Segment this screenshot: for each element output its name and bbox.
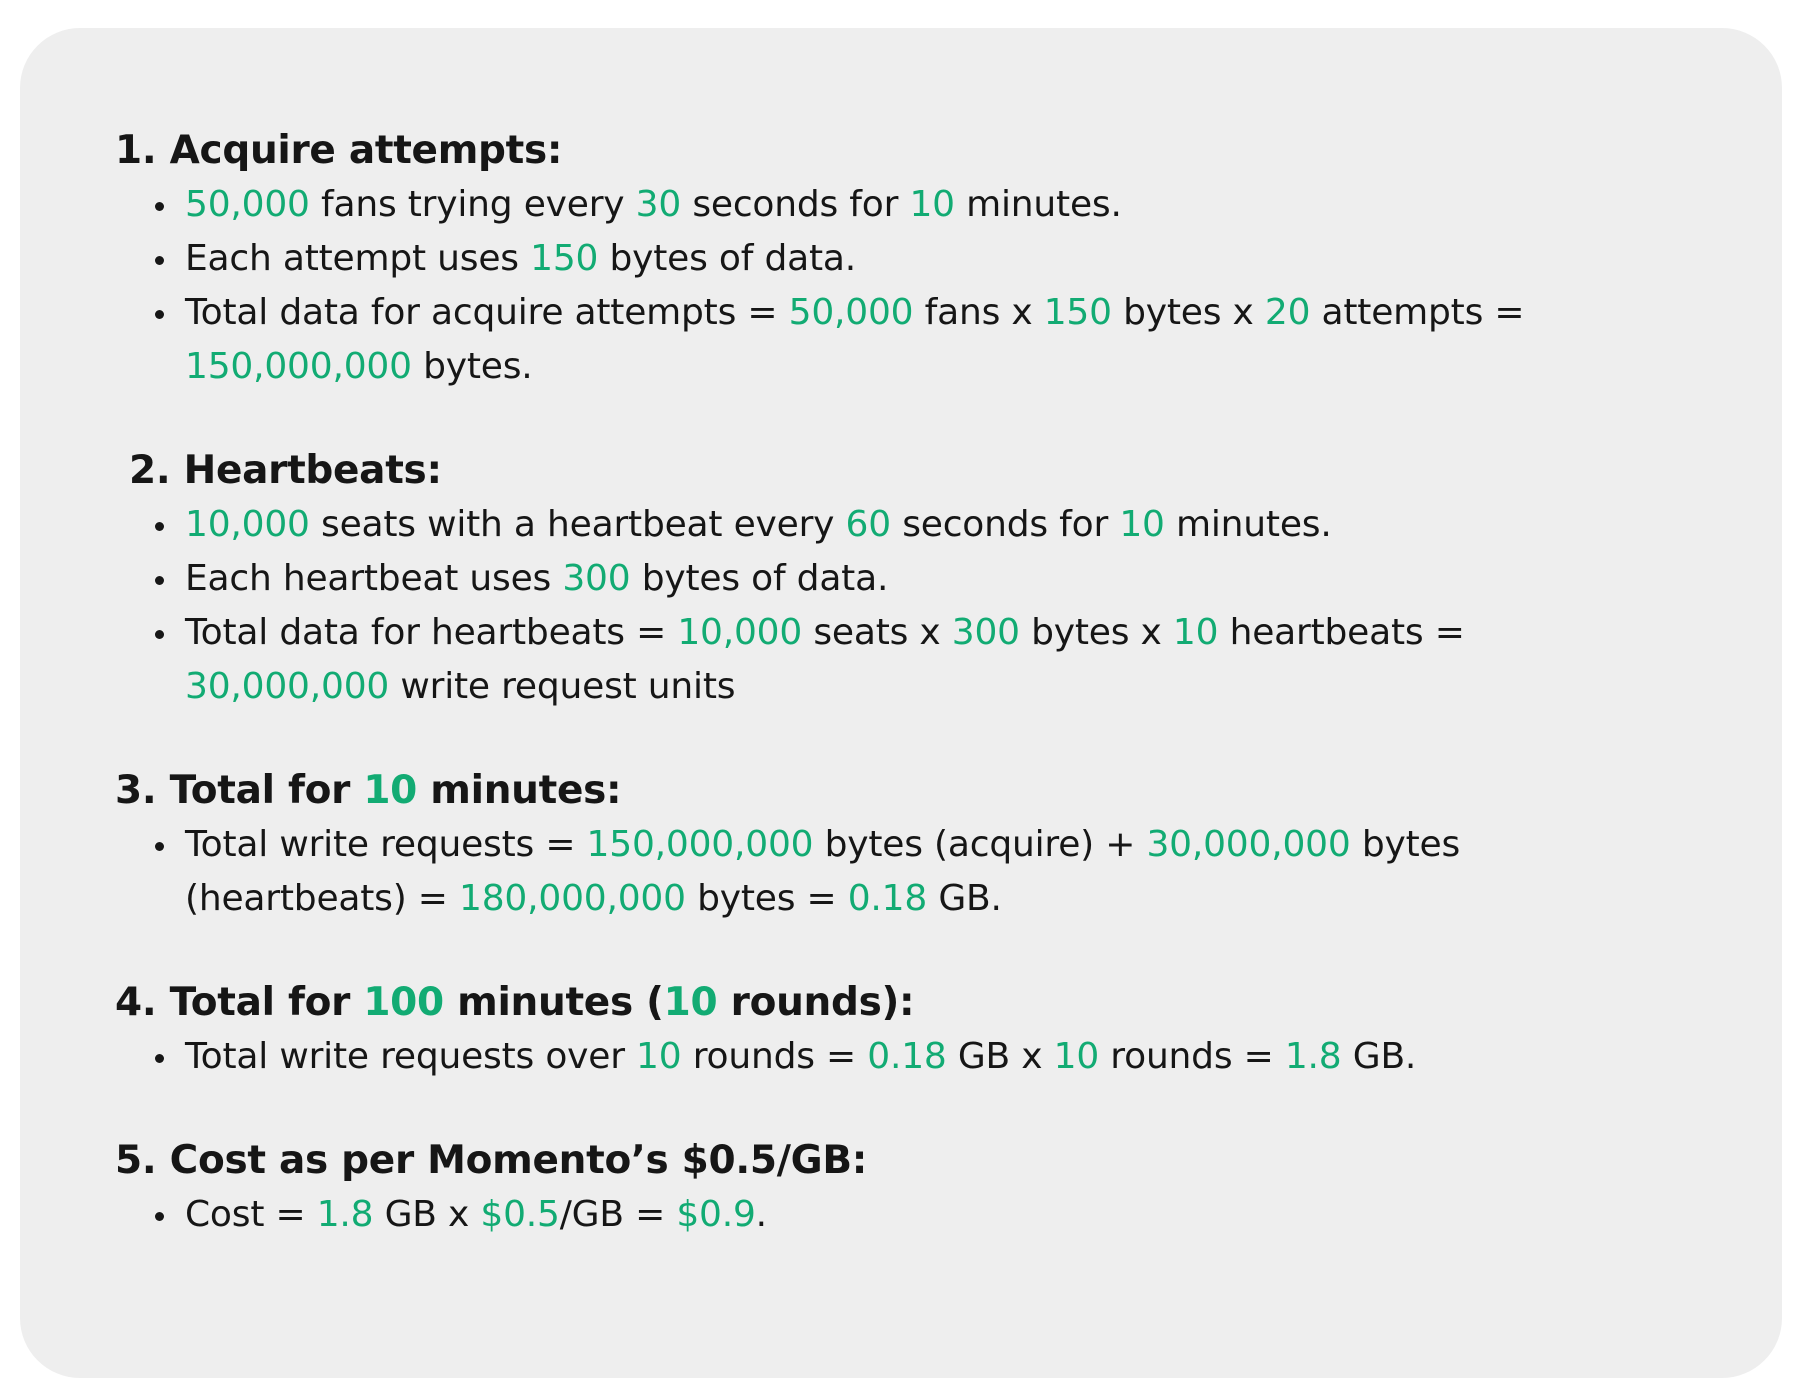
- bullet-item: [185, 232, 1645, 286]
- section-heading: [115, 1134, 1645, 1188]
- bullet-list: [115, 1030, 1645, 1084]
- bullet-text: attempts =: [1310, 292, 1525, 333]
- calculation-card: [20, 28, 1782, 1378]
- highlighted-value: 10: [1119, 504, 1165, 545]
- highlighted-value: 150,000,000: [185, 346, 412, 387]
- highlighted-value: 1.8: [316, 1194, 374, 1235]
- highlighted-value: 20: [1264, 292, 1311, 333]
- bullet-text: fans x: [913, 292, 1044, 333]
- bullet-text: seconds for: [890, 504, 1120, 545]
- section-1: [115, 124, 1645, 394]
- highlighted-value: 10,000: [677, 612, 803, 653]
- highlighted-value: 300: [562, 558, 631, 599]
- bullet-text: minutes.: [954, 184, 1122, 225]
- bullet-text: heartbeats =: [1218, 612, 1465, 653]
- bullet-text: fans trying every: [309, 184, 636, 225]
- bullet-text: Each attempt uses: [185, 238, 531, 279]
- bullet-text: Each heartbeat uses: [185, 558, 563, 599]
- highlighted-value: 30,000,000: [1146, 824, 1351, 865]
- bullet-list: [115, 178, 1645, 394]
- highlighted-value: 10: [363, 768, 418, 813]
- bullet-list: [115, 498, 1645, 714]
- highlighted-value: 10,000: [185, 504, 310, 545]
- bullet-text: Cost =: [185, 1194, 317, 1235]
- heading-text: 2. Heartbeats:: [129, 448, 442, 493]
- heading-text: 3. Total for: [115, 768, 364, 813]
- highlighted-value: 100: [363, 980, 444, 1025]
- highlighted-value: 1.8: [1284, 1036, 1342, 1077]
- section-3: [115, 764, 1645, 926]
- heading-text: minutes:: [417, 768, 622, 813]
- bullet-text: seats with a heartbeat every: [309, 504, 846, 545]
- bullet-text: bytes x: [1111, 292, 1265, 333]
- bullet-item: [185, 606, 1645, 714]
- bullet-text: GB.: [927, 878, 1002, 919]
- heading-text: 5. Cost as per Momento’s $0.5/GB:: [115, 1138, 868, 1183]
- highlighted-value: 0.18: [867, 1036, 947, 1077]
- section-heading: [115, 124, 1645, 178]
- highlighted-value: $0.5: [480, 1194, 560, 1235]
- highlighted-value: 60: [845, 504, 891, 545]
- bullet-list: [115, 818, 1645, 926]
- bullet-text: rounds =: [1099, 1036, 1285, 1077]
- section-2: [115, 444, 1645, 714]
- bullet-item: [185, 1030, 1645, 1084]
- bullet-text: GB.: [1341, 1036, 1417, 1077]
- highlighted-value: 10: [663, 980, 718, 1025]
- section-heading: [115, 764, 1645, 818]
- bullet-text: write request units: [389, 666, 736, 707]
- section-heading: [115, 976, 1645, 1030]
- bullet-text: bytes =: [685, 878, 848, 919]
- highlighted-value: 30: [635, 184, 682, 225]
- section-5: [115, 1134, 1645, 1242]
- heading-text: rounds):: [717, 980, 915, 1025]
- highlighted-value: 0.18: [847, 878, 928, 919]
- bullet-item: [185, 498, 1645, 552]
- highlighted-value: 300: [951, 612, 1020, 653]
- bullet-text: .: [755, 1194, 767, 1235]
- bullet-text: seconds for: [681, 184, 910, 225]
- bullet-text: bytes (acquire) +: [813, 824, 1147, 865]
- bullet-text: GB x: [373, 1194, 481, 1235]
- bullet-text: GB x: [946, 1036, 1054, 1077]
- bullet-text: bytes of data.: [598, 238, 856, 279]
- section-4: [115, 976, 1645, 1084]
- highlighted-value: 150: [530, 238, 599, 279]
- bullet-list: [115, 1188, 1645, 1242]
- bullet-item: [185, 286, 1645, 394]
- highlighted-value: 50,000: [185, 184, 310, 225]
- bullet-text: Total write requests =: [185, 824, 587, 865]
- heading-text: minutes (: [443, 980, 664, 1025]
- heading-text: 4. Total for: [115, 980, 364, 1025]
- bullet-text: minutes.: [1164, 504, 1332, 545]
- bullet-text: bytes (heartbeats) =: [185, 824, 1460, 919]
- highlighted-value: 10: [1053, 1036, 1100, 1077]
- bullet-item: [185, 818, 1645, 926]
- highlighted-value: 30,000,000: [185, 666, 390, 707]
- bullet-text: bytes.: [411, 346, 533, 387]
- bullet-item: [185, 178, 1645, 232]
- highlighted-value: 50,000: [788, 292, 914, 333]
- highlighted-value: 10: [636, 1036, 682, 1077]
- bullet-item: [185, 1188, 1645, 1242]
- section-heading: [115, 444, 1645, 498]
- bullet-text: bytes x: [1019, 612, 1173, 653]
- highlighted-value: 10: [1172, 612, 1219, 653]
- highlighted-value: 150: [1043, 292, 1112, 333]
- highlighted-value: $0.9: [676, 1194, 756, 1235]
- bullet-text: Total data for acquire attempts =: [185, 292, 789, 333]
- bullet-text: /GB =: [559, 1194, 677, 1235]
- bullet-text: seats x: [802, 612, 952, 653]
- highlighted-value: 180,000,000: [459, 878, 686, 919]
- bullet-text: rounds =: [681, 1036, 868, 1077]
- bullet-text: Total data for heartbeats =: [185, 612, 678, 653]
- highlighted-value: 150,000,000: [586, 824, 814, 865]
- highlighted-value: 10: [909, 184, 955, 225]
- bullet-text: bytes of data.: [630, 558, 889, 599]
- calculation-content: [115, 124, 1645, 1292]
- bullet-text: Total write requests over: [185, 1036, 637, 1077]
- bullet-item: [185, 552, 1645, 606]
- heading-text: 1. Acquire attempts:: [115, 128, 563, 173]
